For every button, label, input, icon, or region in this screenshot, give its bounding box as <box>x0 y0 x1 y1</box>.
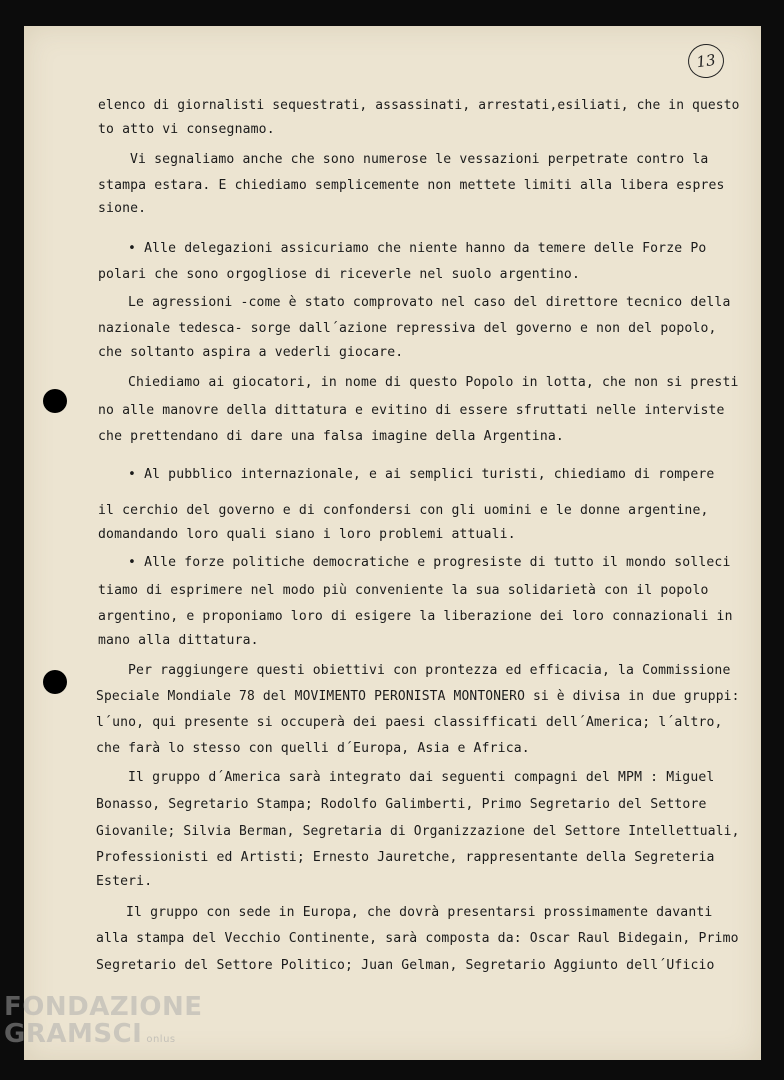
text-line: che prettendano di dare una falsa imagine della Argentina. <box>98 429 564 444</box>
text-line: Esteri. <box>96 874 153 889</box>
text-line: che farà lo stesso con quelli d´Europa, Asia e Africa. <box>96 741 530 756</box>
punch-hole-top <box>43 389 67 413</box>
text-line: • Alle delegazioni assicuriamo che niente hanno da temere delle Forze Po <box>128 241 707 256</box>
text-line: Segretario del Settore Politico; Juan Gelman, Segretario Aggiunto dell´Uficio <box>96 958 715 973</box>
text-line: to atto vi consegnamo. <box>98 122 275 137</box>
punch-hole-bottom <box>43 670 67 694</box>
text-line: Il gruppo d´America sarà integrato dai seguenti compagni del MPM : Miguel <box>128 770 715 785</box>
text-line: polari che sono orgogliose di riceverle nel suolo argentino. <box>98 267 580 282</box>
text-line: che soltanto aspira a vederli giocare. <box>98 345 404 360</box>
text-line: nazionale tedesca- sorge dall´azione repressiva del governo e non del popolo, <box>98 321 717 336</box>
text-line: Per raggiungere questi obiettivi con prontezza ed efficacia, la Commissione <box>128 663 731 678</box>
watermark-logo <box>4 994 202 1053</box>
page-number: 13 <box>686 42 726 81</box>
text-line: tiamo di esprimere nel modo più conveniente la sua solidarietà con il popolo <box>98 583 709 598</box>
text-line: Giovanile; Silvia Berman, Segretaria di Organizzazione del Settore Intellettuali, <box>96 824 740 839</box>
text-line: no alle manovre della dittatura e evitino di essere sfruttati nelle interviste <box>98 403 725 418</box>
text-line: alla stampa del Vecchio Continente, sarà composta da: Oscar Raul Bidegain, Primo <box>96 931 739 946</box>
text-line: mano alla dittatura. <box>98 633 259 648</box>
text-line: Vi segnaliamo anche che sono numerose le vessazioni perpetrate contro la <box>130 152 709 167</box>
text-line: stampa estara. E chiediamo semplicemente non mettete limiti alla libera espres <box>98 178 725 193</box>
text-line: Speciale Mondiale 78 del MOVIMENTO PERONISTA MONTONERO si è divisa in due gruppi: <box>96 689 740 704</box>
text-line: Professionisti ed Artisti; Ernesto Jauretche, rappresentante della Segreteria <box>96 850 715 865</box>
text-line: Chiediamo ai giocatori, in nome di questo Popolo in lotta, che non si presti <box>128 375 739 390</box>
text-line: • Alle forze politiche democratiche e progresiste di tutto il mondo solleci <box>128 555 731 570</box>
text-line: • Al pubblico internazionale, e ai semplici turisti, chiediamo di rompere <box>128 467 715 482</box>
watermark-line-1: FONDAZIONE <box>4 992 203 1022</box>
text-line: il cerchio del governo e di confondersi con gli uomini e le donne argentine, <box>98 503 709 518</box>
text-line: l´uno, qui presente si occuperà dei paesi classifficati dell´America; l´altro, <box>96 715 723 730</box>
text-line: Bonasso, Segretario Stampa; Rodolfo Galimberti, Primo Segretario del Settore <box>96 797 707 812</box>
text-line: argentino, e proponiamo loro di esigere la liberazione dei loro connazionali in <box>98 609 733 624</box>
watermark-onlus: onlus <box>146 1034 176 1045</box>
text-line: Il gruppo con sede in Europa, che dovrà presentarsi prossimamente davanti <box>126 905 713 920</box>
text-line: Le agressioni -come è stato comprovato nel caso del direttore tecnico della <box>128 295 731 310</box>
text-line: elenco di giornalisti sequestrati, assassinati, arrestati,esiliati, che in questo <box>98 98 740 113</box>
text-line: sione. <box>98 201 147 216</box>
watermark-line-2: GRAMSCI onlus <box>4 1019 176 1049</box>
text-line: domandando loro quali siano i loro problemi attuali. <box>98 527 516 542</box>
